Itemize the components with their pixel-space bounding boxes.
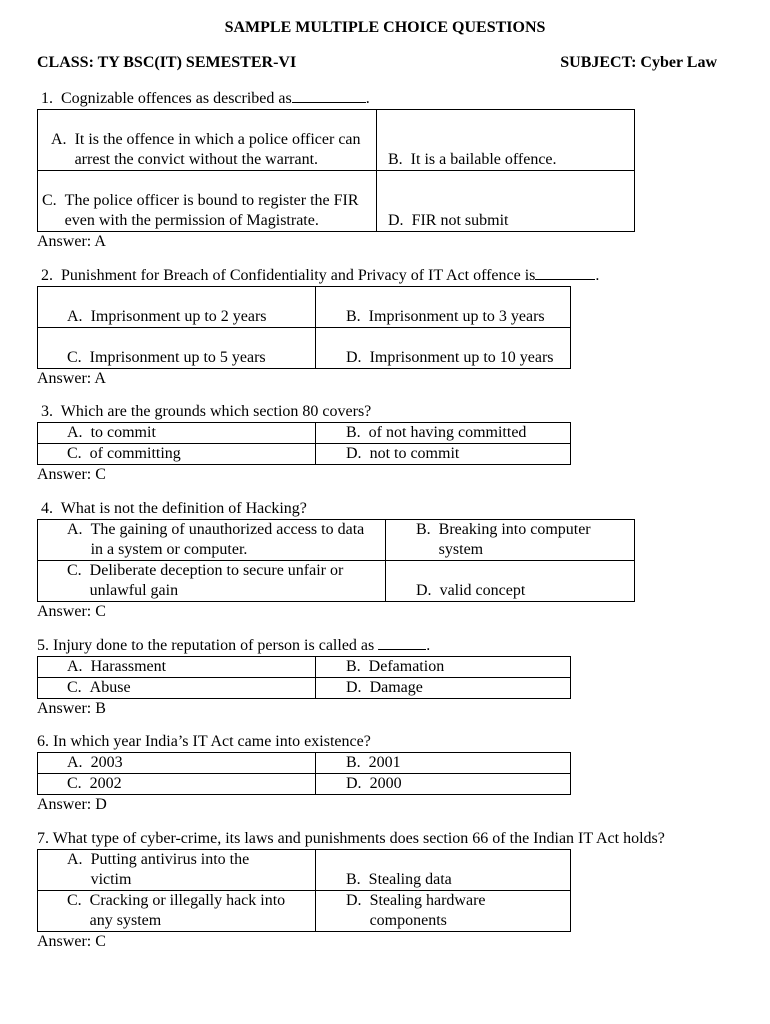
option-a: A. The gaining of unauthorized access to data in a system or computer. — [38, 520, 386, 561]
option-c: C. Abuse — [38, 678, 316, 699]
answer-blank — [535, 265, 595, 280]
option-b: B. It is a bailable offence. — [377, 110, 635, 171]
option-a: A. It is the offence in which a police officer can arrest the convict without the warrant. — [38, 110, 377, 171]
option-b: B. Imprisonment up to 3 years — [316, 287, 571, 328]
question-4 — [37, 499, 635, 622]
option-b: B. Defamation — [316, 657, 571, 678]
option-d: D. Stealing hardware components — [316, 891, 571, 932]
question-5 — [37, 635, 571, 719]
option-c: C. of committing — [38, 444, 316, 465]
question-4-options — [37, 519, 635, 602]
option-a: A. 2003 — [38, 753, 316, 774]
option-a: A. Putting antivirus into the victim — [38, 850, 316, 891]
option-b: B. of not having committed — [316, 423, 571, 444]
option-d: D. Imprisonment up to 10 years — [316, 328, 571, 369]
answer-3: Answer: C — [37, 466, 106, 483]
subject-label: SUBJECT: Cyber Law — [560, 54, 717, 71]
page-title: SAMPLE MULTIPLE CHOICE QUESTIONS — [224, 19, 546, 36]
option-c: C. Deliberate deception to secure unfair or unlawful gain — [38, 561, 386, 602]
option-b: B. Breaking into computer system — [386, 520, 635, 561]
option-c: C. Cracking or illegally hack into any system — [38, 891, 316, 932]
answer-2: Answer: A — [37, 370, 106, 387]
question-1 — [37, 88, 635, 252]
option-d: D. FIR not submit — [377, 171, 635, 232]
question-6 — [37, 732, 571, 815]
answer-7: Answer: C — [37, 933, 106, 950]
option-d: D. not to commit — [316, 444, 571, 465]
question-6-options — [37, 752, 571, 795]
question-3 — [37, 402, 571, 485]
question-7-options — [37, 849, 571, 932]
option-c: C. 2002 — [38, 774, 316, 795]
option-d: D. Damage — [316, 678, 571, 699]
answer-blank — [378, 635, 426, 650]
option-a: A. to commit — [38, 423, 316, 444]
option-c: C. Imprisonment up to 5 years — [38, 328, 316, 369]
question-2-options — [37, 286, 571, 369]
option-d: D. 2000 — [316, 774, 571, 795]
question-5-options — [37, 656, 571, 699]
option-a: A. Harassment — [38, 657, 316, 678]
answer-1: Answer: A — [37, 233, 106, 250]
question-3-text: 3. Which are the grounds which section 80 covers? — [41, 403, 372, 420]
question-2-text: 2. Punishment for Breach of Confidentiality and Privacy of IT Act offence is . — [41, 267, 600, 284]
option-c: C. The police officer is bound to register the FIR even with the permission of Magistrate. — [38, 171, 377, 232]
question-7-text: 7. What type of cyber-crime, its laws and punishments does section 66 of the Indian IT Act holds? — [37, 830, 665, 847]
answer-blank — [292, 88, 366, 103]
answer-5: Answer: B — [37, 700, 106, 717]
option-a: A. Imprisonment up to 2 years — [38, 287, 316, 328]
question-5-text: 5. Injury done to the reputation of person is called as . — [37, 637, 431, 654]
question-7 — [37, 829, 737, 952]
answer-6: Answer: D — [37, 796, 107, 813]
question-3-options — [37, 422, 571, 465]
option-d: D. valid concept — [386, 561, 635, 602]
question-4-text: 4. What is not the definition of Hacking? — [41, 500, 307, 517]
option-b: B. 2001 — [316, 753, 571, 774]
question-1-text: 1. Cognizable offences as described as . — [41, 90, 370, 107]
question-6-text: 6. In which year India’s IT Act came into existence? — [37, 733, 371, 750]
option-b: B. Stealing data — [316, 850, 571, 891]
class-label: CLASS: TY BSC(IT) SEMESTER-VI — [37, 54, 297, 71]
question-2 — [37, 265, 599, 389]
question-1-options — [37, 109, 635, 232]
answer-4: Answer: C — [37, 603, 106, 620]
